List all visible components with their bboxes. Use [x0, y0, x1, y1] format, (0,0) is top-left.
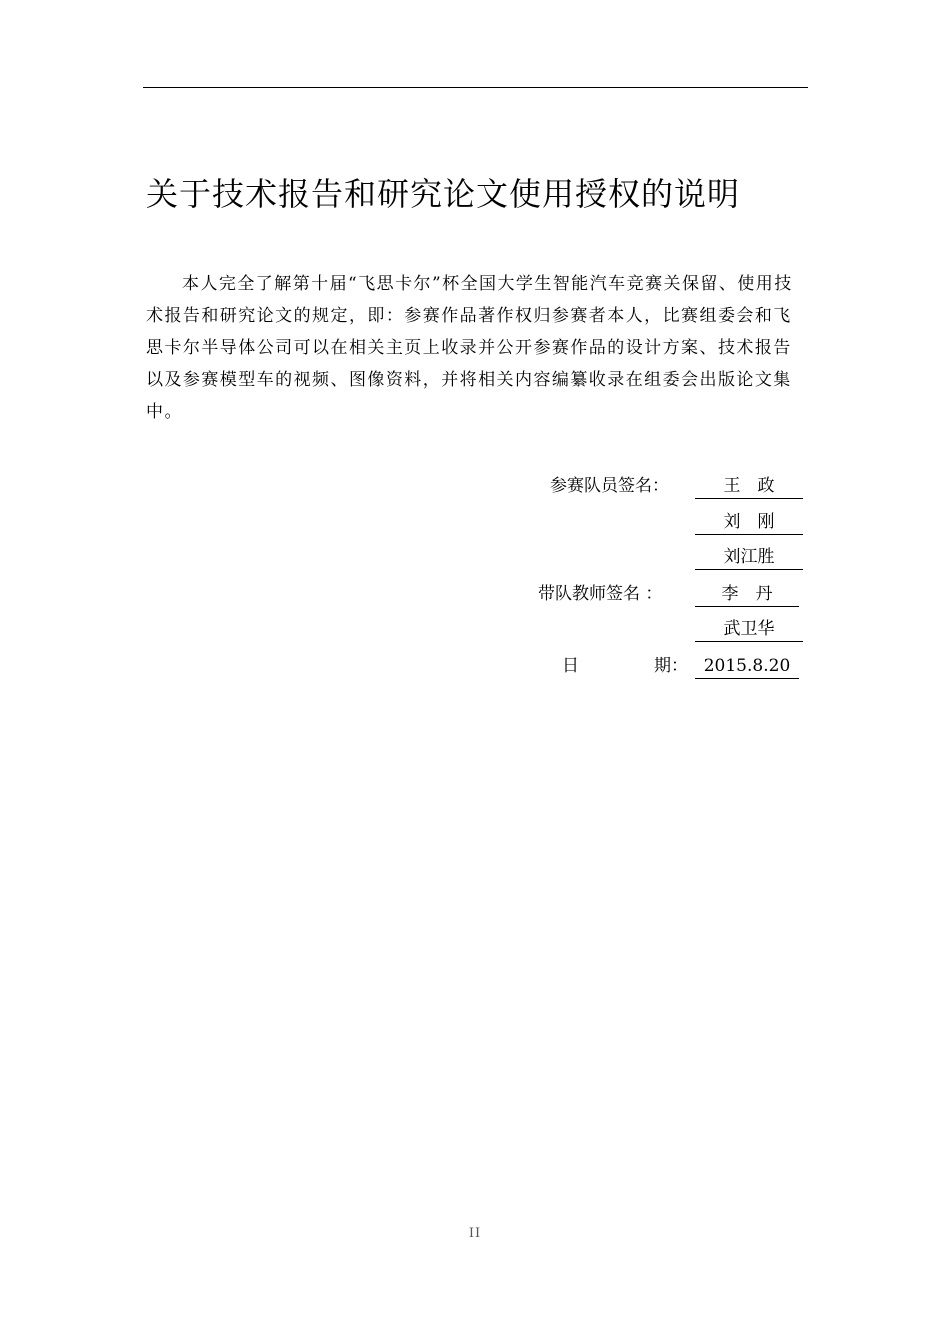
team-member-signature: 刘 刚	[695, 510, 803, 535]
teacher-signature-label: 带队教师签名 ：	[538, 584, 663, 604]
teacher-signature: 李 丹	[695, 582, 799, 607]
team-member-signature: 刘江胜	[695, 545, 803, 570]
date-label-day: 日	[562, 656, 579, 676]
authorization-statement	[146, 268, 802, 428]
teacher-signature: 武卫华	[695, 617, 803, 642]
document-title: 关于技术报告和研究论文使用授权的说明	[146, 175, 741, 213]
date-value: 2015.8.20	[695, 654, 799, 679]
page-number: II	[468, 1226, 482, 1241]
team-member-signature: 王 政	[695, 474, 803, 499]
team-signature-label: 参赛队员签名：	[550, 476, 669, 496]
statement-paragraph: 本人完全了解第十届“飞思卡尔”杯全国大学生智能汽车竞赛关保留、使用技术报告和研究论文的规定，即：参赛作品著作权归参赛者本人，比赛组委会和飞思卡尔半导体公司可以在相关主页上收录并公开参赛作品的设计方案、技术报告以及参赛模型车的视频、图像资料，并将相关内容编纂收录在组委会出版论文集中。	[146, 274, 793, 422]
header-rule	[143, 87, 808, 88]
date-label-period: 期：	[654, 656, 688, 676]
